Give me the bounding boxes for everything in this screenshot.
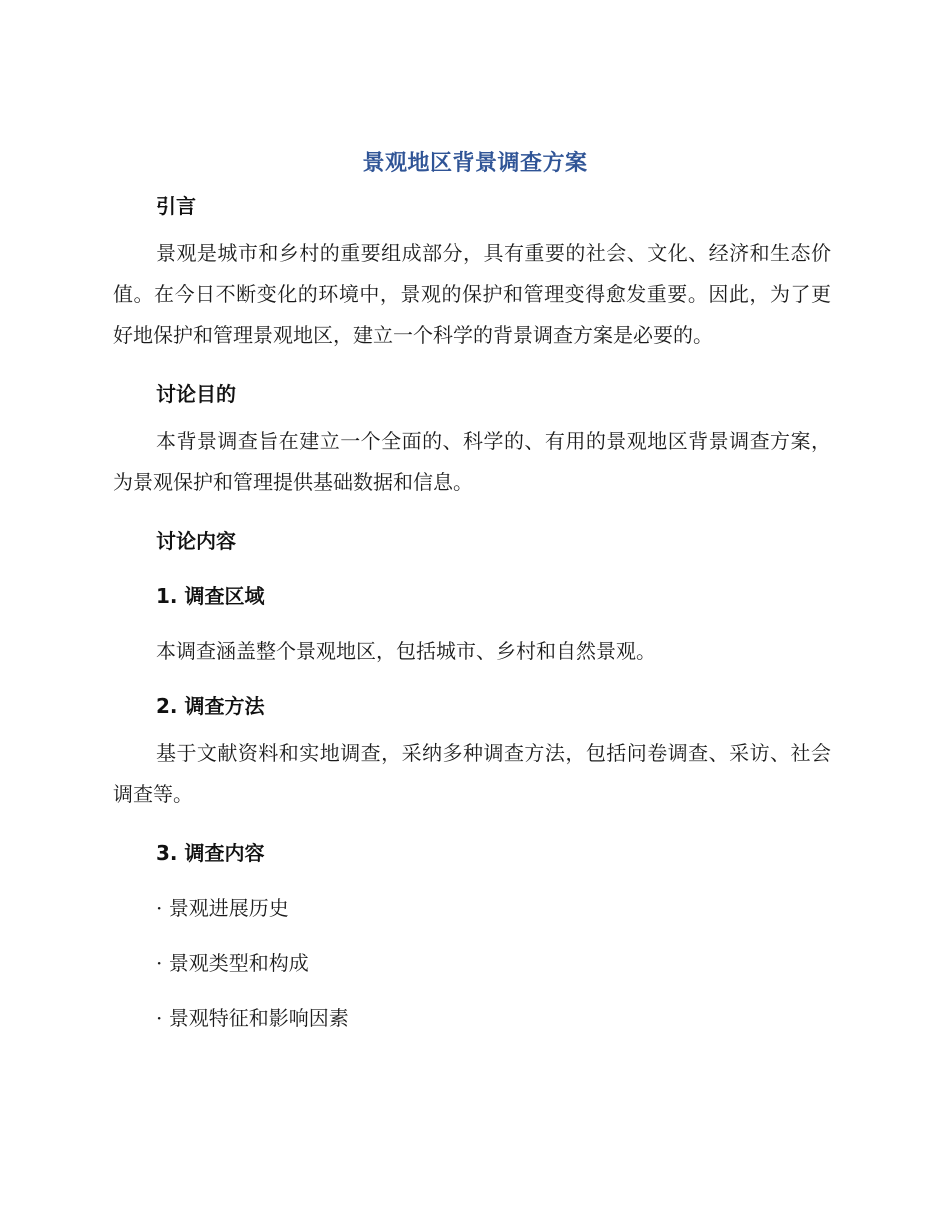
section-heading-area: 1. 调查区域	[156, 584, 265, 608]
bullet-item: · 景观特征和影响因素	[156, 1006, 349, 1030]
content-heading: 讨论内容	[156, 529, 236, 553]
section-heading-method: 2. 调查方法	[156, 694, 265, 718]
purpose-paragraph: 本背景调查旨在建立一个全面的、科学的、有用的景观地区背景调查方案，为景观保护和管理提供基础数据和信息。	[113, 429, 831, 494]
purpose-heading: 讨论目的	[156, 382, 236, 406]
intro-heading: 引言	[156, 194, 196, 218]
bullet-item: · 景观进展历史	[156, 896, 289, 920]
document-body	[113, 192, 831, 1032]
intro-paragraph: 景观是城市和乡村的重要组成部分，具有重要的社会、文化、经济和生态价值。在今日不断变化的环境中，景观的保护和管理变得愈发重要。因此，为了更好地保护和管理景观地区，建立一个科学的背景调查方案是必要的。	[113, 241, 831, 347]
section-paragraph-method: 基于文献资料和实地调查，采纳多种调查方法，包括问卷调查、采访、社会调查等。	[113, 741, 831, 806]
section-heading-content: 3. 调查内容	[156, 841, 265, 865]
section-paragraph-area: 本调查涵盖整个景观地区，包括城市、乡村和自然景观。	[156, 639, 656, 663]
document-title: 景观地区背景调查方案	[362, 151, 588, 176]
bullet-item: · 景观类型和构成	[156, 951, 309, 975]
